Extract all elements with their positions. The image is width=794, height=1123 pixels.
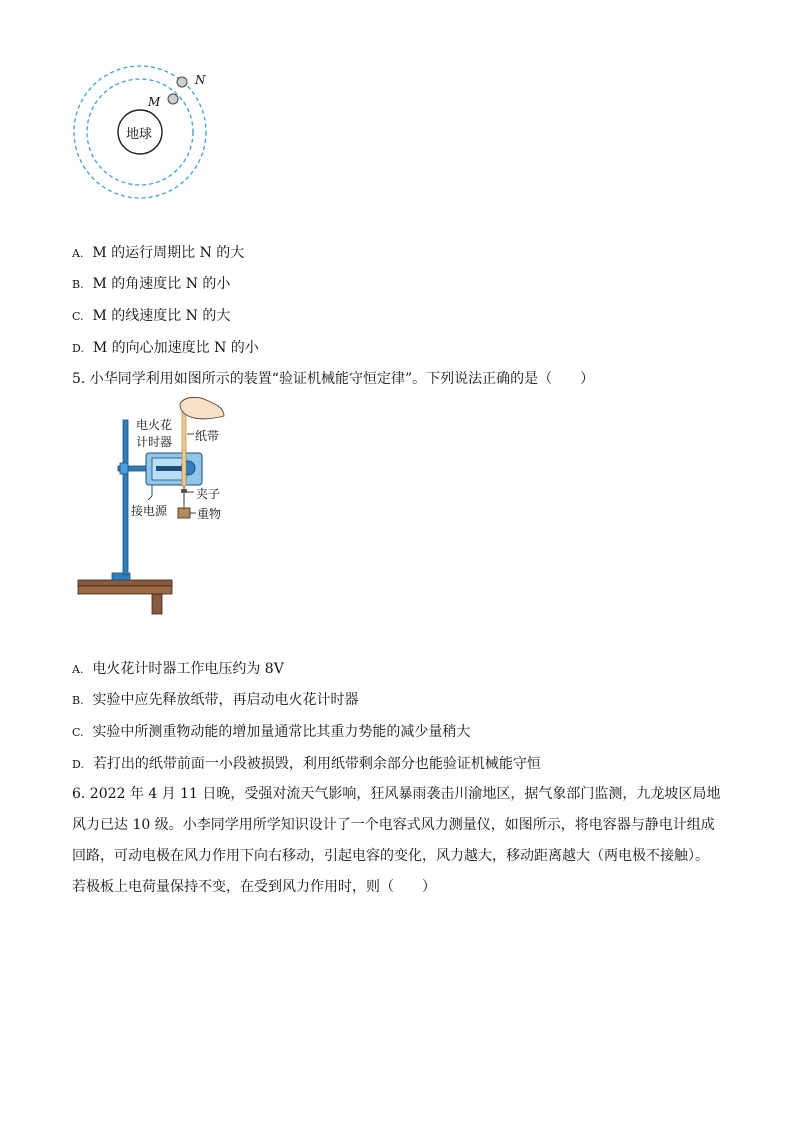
clip [181, 489, 187, 493]
hand-icon [180, 397, 224, 418]
leader-power [148, 496, 152, 500]
option-text: 电火花计时器工作电压约为 8V [92, 661, 284, 677]
option-text: 若打出的纸带前面一小段被损毁，利用纸带剩余部分也能验证机械能守恒 [92, 756, 541, 772]
q4-option-b [72, 274, 230, 295]
option-letter: B. [72, 694, 84, 707]
q5-option-b [72, 690, 359, 711]
option-letter: A. [72, 663, 84, 676]
option-letter: D. [72, 342, 84, 355]
weight-label: 重物 [197, 507, 222, 521]
option-letter: B. [72, 278, 84, 291]
table-edge [78, 586, 172, 594]
weight [178, 508, 190, 518]
clip-label: 夹子 [196, 487, 221, 501]
q4-option-c [72, 306, 230, 327]
power-label: 接电源 [131, 504, 168, 518]
option-letter: D. [72, 758, 84, 771]
satellite-m [168, 94, 178, 104]
earth-label: 地球 [126, 127, 153, 142]
tape-label: 纸带 [195, 429, 220, 443]
table-leg [152, 594, 162, 614]
option-text: M 的线速度比 N 的大 [92, 308, 231, 324]
option-text: M 的运行周期比 N 的大 [92, 245, 245, 261]
option-text: 实验中所测重物动能的增加量通常比其重力势能的减少量稍大 [92, 724, 471, 740]
option-letter: C. [72, 726, 84, 739]
table-top [78, 580, 172, 586]
q6-stem: 6. 2022 年 4 月 11 日晚，受强对流天气影响，狂风暴雨袭击川渝地区，据气象部门监测，九龙坡区局地风力已达 10 级。小李同学用所学知识设计了一个电容式风力测量仪，如图所示，将电容器与静电计组成回路，可动电极在风力作用下向右移动，引起电容的变化，风力越大，移动距离越大（两电极不接触）。若极板上电荷量保持不变，在受到风力作用时，则（ ） [72, 786, 721, 895]
option-text: 实验中应先释放纸带，再启动电火花计时器 [92, 692, 359, 708]
q5-stem: 5. 小华同学利用如图所示的装置“验证机械能守恒定律”。下列说法正确的是（ ） [72, 371, 595, 387]
paper-tape [182, 406, 186, 486]
q5-option-d [72, 754, 541, 775]
q4-option-d [72, 338, 259, 359]
clamp-knob [120, 463, 128, 474]
stand-pole [123, 420, 128, 575]
q4-option-a [72, 243, 244, 264]
q5-option-a [72, 659, 284, 680]
satellite-n [177, 77, 187, 87]
timer-label-1: 电火花 [136, 418, 173, 432]
label-m: M [148, 95, 161, 109]
q5-option-c [72, 722, 470, 743]
option-letter: C. [72, 310, 84, 323]
label-n: N [195, 73, 206, 87]
timer-rail [156, 466, 182, 471]
option-text: M 的角速度比 N 的小 [92, 276, 231, 292]
option-letter: A. [72, 247, 84, 260]
option-text: M 的向心加速度比 N 的小 [92, 340, 259, 356]
timer-label-2: 计时器 [136, 435, 173, 449]
